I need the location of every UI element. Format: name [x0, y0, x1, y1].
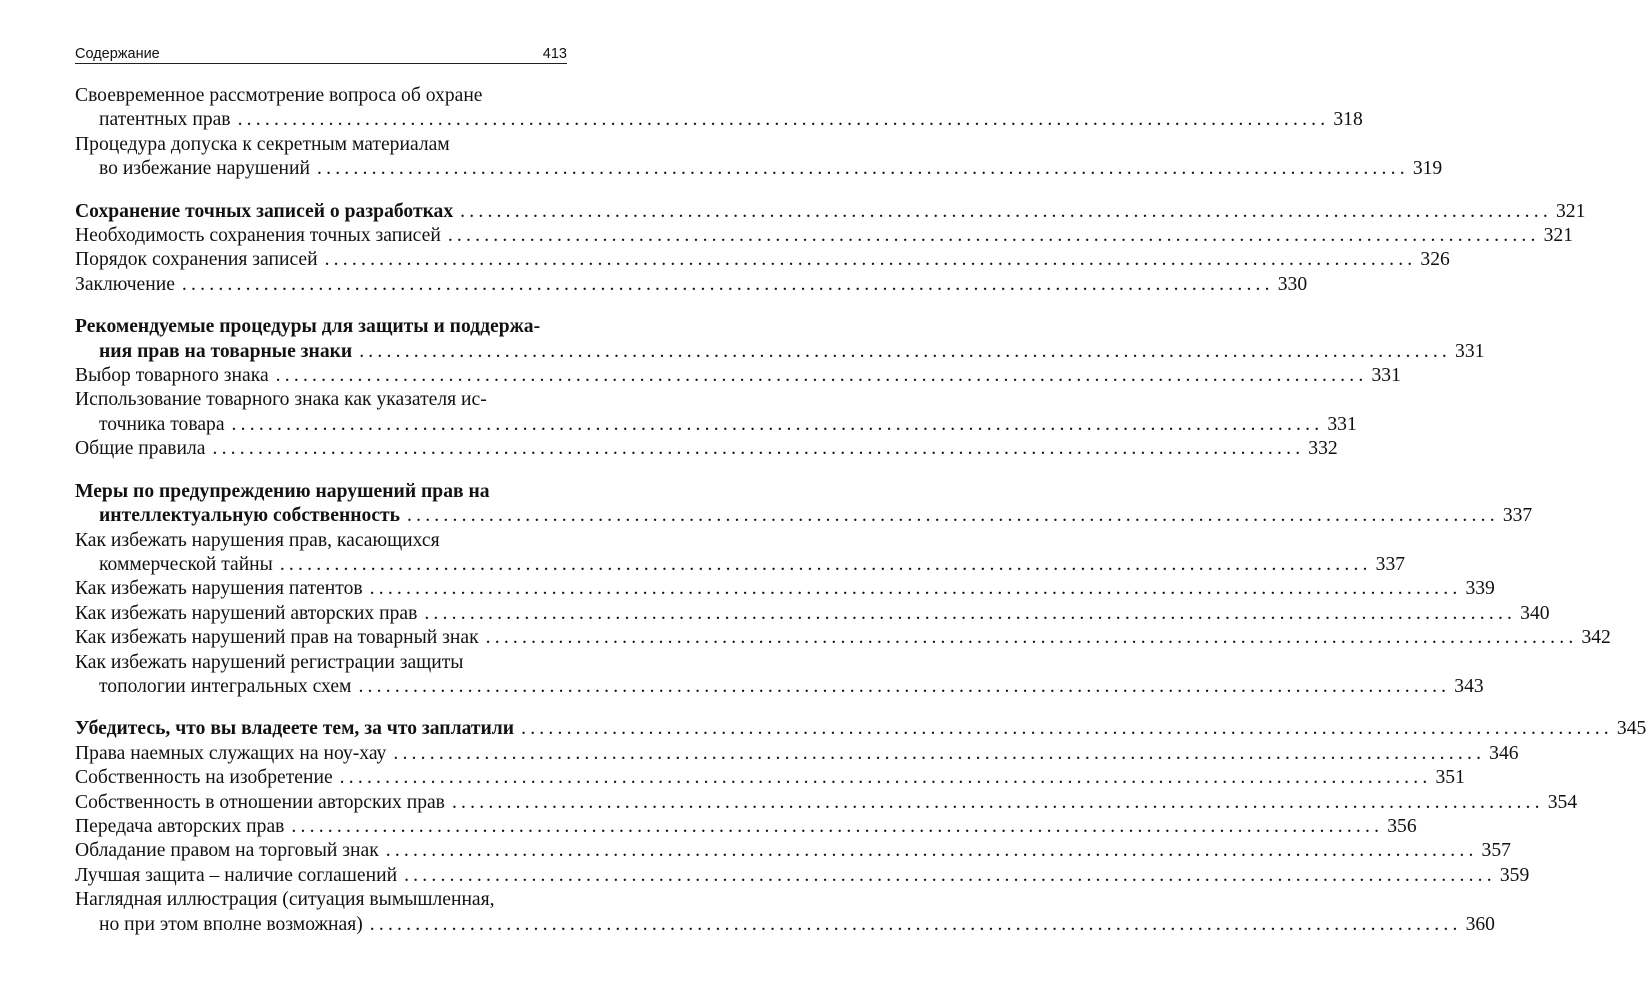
toc-section-heading — [75, 717, 1646, 741]
toc-entry-last-line — [75, 675, 1484, 699]
toc-entry-last-line — [75, 602, 1550, 626]
toc-entry-page: 357 — [1481, 840, 1511, 862]
toc-entry-page: 331 — [1455, 340, 1485, 362]
toc-entry-text: интеллектуальную собственность — [99, 505, 401, 527]
toc-entry-page: 331 — [1327, 413, 1357, 435]
toc-entry-text: Обладание правом на торговый знак — [75, 840, 379, 862]
toc-entry-last-line — [75, 815, 1417, 839]
toc-entry-text: ния прав на товарные знаки — [99, 340, 353, 362]
toc-entry-last-line — [75, 504, 1533, 528]
dot-leader: ........................................................................................................................ — [447, 225, 1540, 247]
toc-entry — [75, 84, 1363, 133]
toc-section — [75, 84, 1443, 182]
toc-entry-last-line — [75, 340, 1485, 364]
toc-entry-last-line — [75, 248, 1450, 272]
running-header — [75, 38, 567, 64]
toc-entry-last-line — [75, 364, 1401, 388]
toc-entry-line: Своевременное рассмотрение вопроса об охране — [75, 85, 483, 106]
dot-leader: ........................................................................................................................ — [404, 864, 1496, 886]
toc-section-heading — [75, 480, 1533, 529]
toc-entry-page: 342 — [1581, 627, 1611, 649]
toc-entry — [75, 133, 1443, 182]
toc-entry-text: Права наемных служащих на ноу-хау — [75, 742, 387, 764]
dot-leader: ........................................................................................................................ — [231, 413, 1324, 435]
toc-section — [75, 480, 1611, 700]
toc-entry-text: Собственность в отношении авторских прав — [75, 791, 445, 813]
toc-entry-text: точника товара — [99, 413, 225, 435]
dot-leader: ........................................................................................................................ — [407, 505, 1499, 527]
toc-entry-line: Как избежать нарушений регистрации защиты — [75, 651, 464, 673]
dot-leader: ........................................................................................................................ — [359, 340, 1452, 362]
dot-leader: ........................................................................................................................ — [291, 815, 1384, 837]
toc-entry-line: Использование товарного знака как указателя ис- — [75, 389, 487, 411]
dot-leader: ........................................................................................................................ — [393, 742, 1486, 764]
toc-entry-page: 356 — [1387, 815, 1417, 837]
toc-entry-page: 346 — [1489, 742, 1519, 764]
toc-entry — [75, 529, 1406, 578]
toc-entry-last-line — [75, 626, 1611, 650]
toc-section — [75, 315, 1485, 461]
toc-entry-page: 337 — [1375, 553, 1406, 575]
toc-entry — [75, 602, 1550, 626]
toc-entry-text: Заключение — [75, 273, 175, 295]
toc-entry-page: 343 — [1454, 675, 1484, 697]
dot-leader: ........................................................................................................................ — [521, 718, 1613, 740]
toc-entry-last-line — [75, 437, 1338, 461]
toc-entry-text: Как избежать нарушений прав на товарный знак — [75, 627, 479, 649]
toc-entry — [75, 248, 1450, 272]
toc-entry-page: 321 — [1543, 225, 1574, 247]
toc-entry-page: 354 — [1547, 791, 1578, 813]
toc-entry-text: топологии интегральных схем — [99, 675, 352, 697]
toc-entry-last-line — [75, 717, 1646, 741]
toc-entry — [75, 791, 1578, 815]
page-number: 413 — [542, 46, 567, 62]
toc-entry-text: коммерческой тайны — [99, 553, 273, 575]
table-of-contents — [75, 84, 1646, 937]
toc-section — [75, 717, 1646, 937]
dot-leader: ........................................................................................................................ — [279, 553, 1372, 575]
toc-entry-page: 337 — [1502, 505, 1533, 527]
toc-entry — [75, 888, 1495, 937]
dot-leader: ........................................................................................................................ — [385, 840, 1478, 862]
toc-entry-page: 331 — [1371, 365, 1401, 387]
toc-entry-line: Рекомендуемые процедуры для защиты и поддержа- — [75, 316, 541, 338]
dot-leader: ........................................................................................................................ — [358, 675, 1451, 697]
toc-entry — [75, 864, 1530, 888]
toc-entry-text: Убедитесь, что вы владеете тем, за что заплатили — [75, 718, 515, 740]
toc-entry-last-line — [75, 413, 1357, 437]
toc-entry-text: но при этом вполне возможная) — [99, 913, 363, 935]
toc-entry — [75, 388, 1357, 437]
dot-leader: ........................................................................................................................ — [451, 791, 1544, 813]
toc-entry-text: Как избежать нарушений авторских прав — [75, 602, 418, 624]
toc-section-heading — [75, 200, 1586, 224]
dot-leader: ........................................................................................................................ — [317, 158, 1409, 180]
toc-entry-page: 319 — [1412, 158, 1443, 180]
toc-entry-page: 332 — [1308, 438, 1338, 460]
toc-entry-text: Необходимость сохранения точных записей — [75, 225, 441, 247]
toc-entry — [75, 273, 1308, 297]
toc-entry-page: 345 — [1616, 718, 1646, 740]
toc-entry-text: патентных прав — [99, 109, 231, 131]
toc-entry — [75, 626, 1611, 650]
toc-entry-text: Как избежать нарушения патентов — [75, 578, 363, 600]
toc-entry-text: Выбор товарного знака — [75, 365, 269, 387]
toc-entry — [75, 651, 1484, 700]
toc-entry — [75, 815, 1417, 839]
dot-leader: ........................................................................................................................ — [275, 365, 1368, 387]
toc-entry — [75, 577, 1495, 601]
toc-entry-last-line — [75, 766, 1465, 790]
toc-entry-page: 359 — [1499, 864, 1530, 886]
toc-entry-text: во избежание нарушений — [99, 158, 311, 180]
toc-entry-last-line — [75, 913, 1495, 937]
toc-entry-text: Собственность на изобретение — [75, 767, 333, 789]
dot-leader: ........................................................................................................................ — [369, 913, 1462, 935]
toc-entry-last-line — [75, 864, 1530, 888]
toc-entry — [75, 766, 1465, 790]
dot-leader: ........................................................................................................................ — [460, 200, 1552, 222]
dot-leader: ........................................................................................................................ — [212, 438, 1305, 460]
toc-entry-line: Наглядная иллюстрация (ситуация вымышленная, — [75, 889, 495, 911]
dot-leader: ........................................................................................................................ — [369, 578, 1462, 600]
toc-entry — [75, 364, 1401, 388]
header-rule — [75, 63, 567, 64]
dot-leader: ........................................................................................................................ — [181, 273, 1274, 295]
toc-entry-page: 340 — [1520, 602, 1550, 624]
toc-entry-page: 360 — [1465, 913, 1495, 935]
toc-entry-last-line — [75, 200, 1586, 224]
dot-leader: ........................................................................................................................ — [424, 602, 1517, 624]
toc-entry — [75, 437, 1338, 461]
toc-entry-last-line — [75, 577, 1495, 601]
dot-leader: ........................................................................................................................ — [237, 109, 1330, 131]
toc-entry-text: Передача авторских прав — [75, 815, 285, 837]
toc-entry-last-line — [75, 273, 1308, 297]
toc-entry-text: Сохранение точных записей о разработках — [75, 200, 454, 222]
toc-entry-page: 351 — [1435, 767, 1465, 789]
dot-leader: ........................................................................................................................ — [485, 627, 1578, 649]
toc-entry-last-line — [75, 791, 1578, 815]
toc-entry-page: 330 — [1277, 273, 1308, 295]
toc-entry-text: Лучшая защита – наличие соглашений — [75, 864, 398, 886]
toc-entry-last-line — [75, 839, 1511, 863]
toc-entry — [75, 742, 1519, 766]
toc-entry-last-line — [75, 108, 1363, 132]
toc-entry-line: Меры по предупреждению нарушений прав на — [75, 480, 490, 502]
toc-entry-page: 318 — [1333, 109, 1363, 131]
running-header-title: Содержание — [75, 46, 160, 62]
toc-entry-line: Процедура допуска к секретным материалам — [75, 133, 450, 155]
toc-entry-text: Общие правила — [75, 438, 206, 460]
toc-entry-last-line — [75, 157, 1443, 181]
toc-entry — [75, 224, 1574, 248]
toc-entry-last-line — [75, 224, 1574, 248]
toc-entry-last-line — [75, 742, 1519, 766]
toc-section — [75, 200, 1586, 298]
dot-leader: ........................................................................................................................ — [324, 249, 1417, 271]
toc-section-heading — [75, 315, 1485, 364]
toc-entry-page: 326 — [1420, 249, 1450, 271]
toc-entry-text: Порядок сохранения записей — [75, 249, 318, 271]
dot-leader: ........................................................................................................................ — [339, 767, 1432, 789]
toc-entry — [75, 839, 1511, 863]
toc-entry-page: 321 — [1555, 200, 1586, 222]
toc-entry-page: 339 — [1465, 578, 1495, 600]
toc-entry-last-line — [75, 553, 1406, 577]
toc-entry-line: Как избежать нарушения прав, касающихся — [75, 529, 440, 551]
